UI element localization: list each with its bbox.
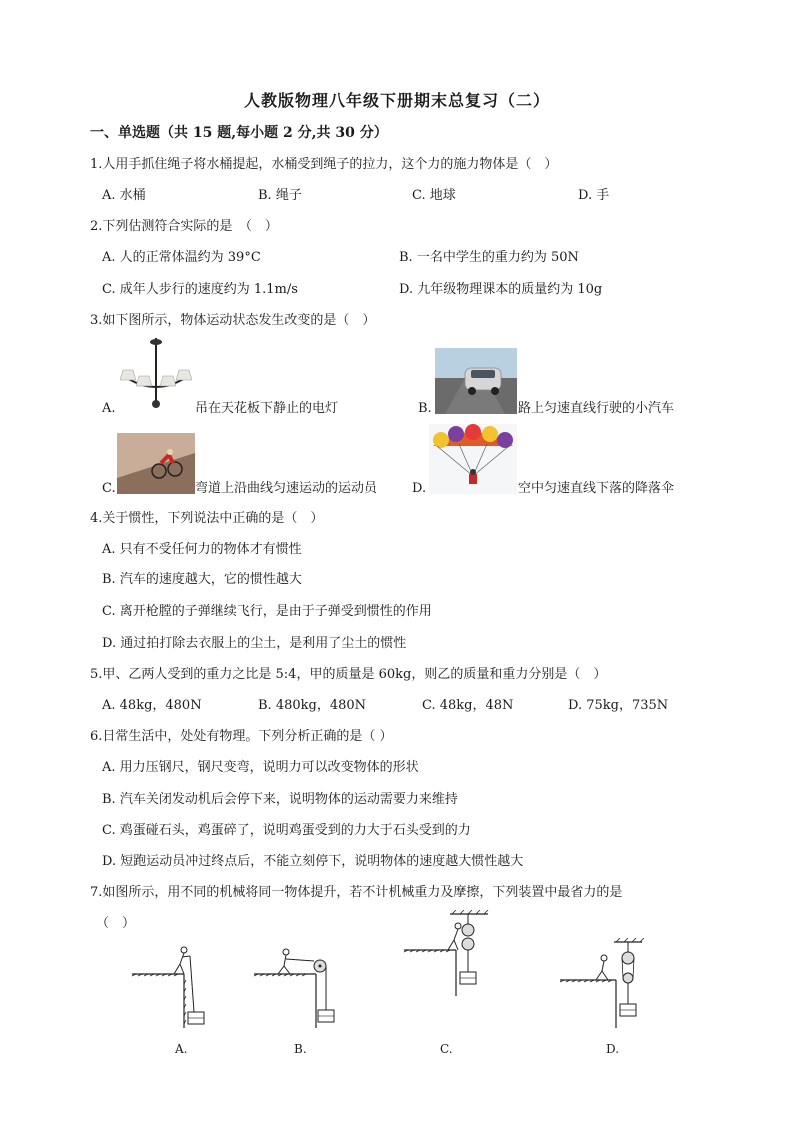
question-6-stem: 6.日常生活中，处处有物理。下列分析正确的是（ ） <box>90 729 393 744</box>
question-7-label-c: C. <box>440 1042 453 1056</box>
question-3-stem: 3.如下图所示，物体运动状态发生改变的是（ ） <box>90 313 376 328</box>
question-3-option-d-letter: D. <box>412 481 427 496</box>
chandelier-image <box>117 338 195 414</box>
question-3-option-c-text: 弯道上沿曲线匀速运动的运动员 <box>195 481 378 496</box>
question-5-option-d: D. 75kg，735N <box>568 698 669 713</box>
question-2-option-c: C. 成年人步行的速度约为 1.1m/s <box>102 282 298 297</box>
question-5-option-c: C. 48kg，48N <box>422 698 514 713</box>
question-1-stem: 1.人用手抓住绳子将水桶提起，水桶受到绳子的拉力，这个力的施力物体是（ ） <box>90 157 558 172</box>
question-3-option-b-letter: B. <box>418 401 432 416</box>
question-5-option-b: B. 480kg，480N <box>258 698 367 713</box>
question-4-option-b: B. 汽车的速度越大，它的惯性越大 <box>102 572 302 587</box>
question-2-option-d: D. 九年级物理课本的质量约为 10g <box>399 282 603 297</box>
machine-figure-d <box>558 938 648 1028</box>
question-6-option-b: B. 汽车关闭发动机后会停下来，说明物体的运动需要力来维持 <box>102 792 458 807</box>
parachute-image <box>429 424 517 494</box>
section-heading: 一、单选题（共 15 题,每小题 2 分,共 30 分） <box>90 125 388 141</box>
question-7-label-b: B. <box>294 1042 307 1056</box>
question-4-option-d: D. 通过拍打除去衣服上的尘土，是利用了尘土的惯性 <box>102 636 407 651</box>
question-5-stem: 5.甲、乙两人受到的重力之比是 5:4，甲的质量是 60kg，则乙的质量和重力分别是（ ） <box>90 667 607 682</box>
question-5-option-a: A. 48kg，480N <box>102 698 202 713</box>
machine-figure-a <box>130 940 220 1028</box>
question-3-option-a-letter: A. <box>102 401 116 416</box>
car-on-road-image <box>435 348 517 414</box>
question-3-option-a-text: 吊在天花板下静止的电灯 <box>195 401 339 416</box>
question-7-stem-paren: （ ） <box>96 916 136 931</box>
machine-figure-c <box>402 910 492 996</box>
question-4-stem: 4.关于惯性，下列说法中正确的是（ ） <box>90 511 324 526</box>
cyclist-on-track-image <box>117 433 195 494</box>
question-2-option-a: A. 人的正常体温约为 39°C <box>102 250 261 265</box>
page-title: 人教版物理八年级下册期末总复习（二） <box>243 91 550 110</box>
question-1-option-b: B. 绳子 <box>258 188 302 203</box>
question-4-option-c: C. 离开枪膛的子弹继续飞行，是由于子弹受到惯性的作用 <box>102 604 432 619</box>
question-7-stem: 7.如图所示，用不同的机械将同一物体提升，若不计机械重力及摩擦，下列装置中最省力的是 <box>90 885 623 900</box>
question-1-option-a: A. 水桶 <box>102 188 146 203</box>
question-7-label-d: D. <box>606 1042 620 1056</box>
question-2-option-b: B. 一名中学生的重力约为 50N <box>399 250 579 265</box>
question-6-option-c: C. 鸡蛋碰石头，鸡蛋碎了，说明鸡蛋受到的力大于石头受到的力 <box>102 823 471 838</box>
question-4-option-a: A. 只有不受任何力的物体才有惯性 <box>102 542 302 557</box>
question-2-stem: 2.下列估测符合实际的是 （ ） <box>90 219 278 234</box>
question-3-option-c-letter: C. <box>102 481 116 496</box>
question-6-option-a: A. 用力压钢尺，钢尺变弯，说明力可以改变物体的形状 <box>102 760 419 775</box>
question-3-option-b-text: 路上匀速直线行驶的小汽车 <box>518 401 675 416</box>
question-3-option-d-text: 空中匀速直线下落的降落伞 <box>518 481 675 496</box>
machine-figure-b <box>252 940 342 1028</box>
question-7-label-a: A. <box>175 1042 188 1056</box>
question-1-option-c: C. 地球 <box>412 188 456 203</box>
question-6-option-d: D. 短跑运动员冲过终点后，不能立刻停下，说明物体的速度越大惯性越大 <box>102 854 524 869</box>
question-1-option-d: D. 手 <box>578 188 610 203</box>
